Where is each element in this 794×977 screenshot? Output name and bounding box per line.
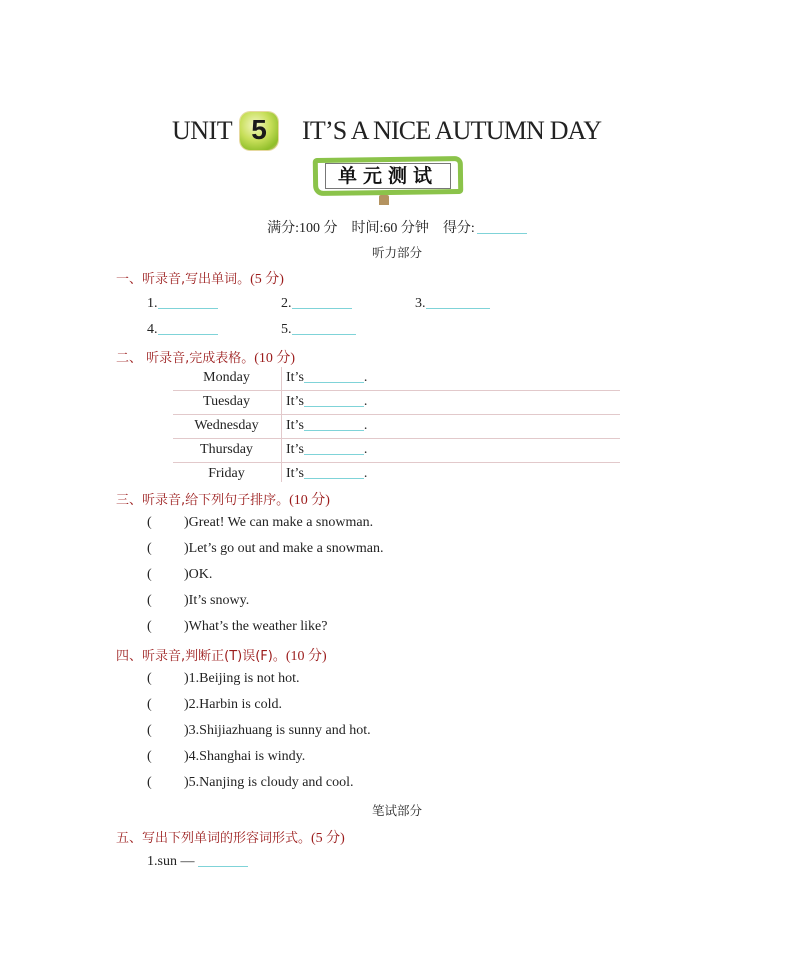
statement-text: )1.Beijing is not hot. bbox=[184, 671, 300, 686]
blank-item-1 bbox=[147, 296, 218, 312]
answer-blank[interactable] bbox=[426, 308, 490, 309]
unit-number-badge bbox=[240, 112, 278, 150]
section1-points: (5 分) bbox=[250, 272, 284, 287]
blank-item-label: 1. bbox=[147, 296, 158, 311]
sentence-text: )Great! We can make a snowman. bbox=[184, 515, 374, 530]
ordering-item[interactable] bbox=[147, 541, 383, 557]
answer-cell bbox=[286, 370, 367, 386]
unit-title: IT’S A NICE AUTUMN DAY bbox=[302, 116, 602, 145]
sentence-text: )Let’s go out and make a snowman. bbox=[184, 541, 384, 556]
answer-blank[interactable] bbox=[304, 454, 364, 455]
table-row bbox=[173, 439, 620, 463]
section4-points: (10 分) bbox=[285, 649, 327, 664]
statement-text: )2.Harbin is cold. bbox=[184, 697, 282, 712]
statement-text: )5.Nanjing is cloudy and cool. bbox=[184, 775, 354, 790]
section5-heading bbox=[116, 827, 345, 847]
answer-prefix: It’s bbox=[286, 394, 304, 409]
section3-heading bbox=[116, 489, 330, 509]
section4-heading bbox=[116, 645, 327, 665]
table-row bbox=[173, 367, 620, 391]
answer-paren: ( bbox=[147, 671, 152, 686]
answer-blank[interactable] bbox=[292, 308, 352, 309]
ordering-item[interactable] bbox=[147, 515, 373, 531]
full-score: 满分:100 分 bbox=[267, 221, 338, 236]
answer-paren: ( bbox=[147, 593, 152, 608]
banner-sign bbox=[325, 163, 451, 189]
table-row bbox=[173, 415, 620, 439]
section2-points: (10 分) bbox=[254, 351, 296, 366]
section5-heading-text: 五、写出下列单词的形容词形式。 bbox=[116, 831, 312, 846]
unit-title-bar bbox=[0, 112, 794, 152]
answer-blank[interactable] bbox=[304, 430, 364, 431]
ordering-item[interactable] bbox=[147, 567, 212, 583]
answer-blank[interactable] bbox=[158, 308, 218, 309]
section1-heading-text: 一、听录音,写出单词。 bbox=[116, 272, 251, 287]
day-cell: Monday bbox=[203, 370, 250, 385]
section3-heading-text: 三、听录音,给下列句子排序。 bbox=[116, 493, 290, 508]
section2-heading-text: 二、 听录音,完成表格。 bbox=[116, 351, 255, 366]
answer-prefix: It’s bbox=[286, 418, 304, 433]
day-cell: Thursday bbox=[200, 442, 253, 457]
sentence-text: )What’s the weather like? bbox=[184, 619, 328, 634]
blank-item-4 bbox=[147, 322, 218, 338]
answer-paren: ( bbox=[147, 515, 152, 530]
answer-blank[interactable] bbox=[304, 406, 364, 407]
table-row bbox=[173, 463, 620, 486]
section1-heading bbox=[116, 268, 284, 288]
table-row bbox=[173, 391, 620, 415]
adjective-item bbox=[147, 854, 248, 870]
blank-item-label: 2. bbox=[281, 296, 292, 311]
unit-label: UNIT bbox=[172, 116, 233, 145]
statement-text: )4.Shanghai is windy. bbox=[184, 749, 306, 764]
writing-part-title: 笔试部分 bbox=[371, 803, 422, 818]
ordering-item[interactable] bbox=[147, 593, 249, 609]
answer-prefix: It’s bbox=[286, 442, 304, 457]
unit-test-banner bbox=[305, 153, 465, 203]
answer-blank[interactable] bbox=[292, 334, 356, 335]
answer-paren: ( bbox=[147, 567, 152, 582]
answer-blank[interactable] bbox=[198, 866, 248, 867]
answer-paren: ( bbox=[147, 541, 152, 556]
answer-suffix: . bbox=[363, 418, 368, 433]
sentence-text: )OK. bbox=[184, 567, 213, 582]
answer-blank[interactable] bbox=[158, 334, 218, 335]
answer-prefix: It’s bbox=[286, 370, 304, 385]
day-cell: Wednesday bbox=[194, 418, 259, 433]
weather-table bbox=[173, 367, 620, 486]
answer-prefix: It’s bbox=[286, 466, 304, 481]
blank-item-2 bbox=[281, 296, 352, 312]
listening-part-title: 听力部分 bbox=[371, 245, 422, 260]
word-prompt: 1.sun — bbox=[147, 854, 195, 869]
blank-item-label: 5. bbox=[281, 322, 292, 337]
true-false-item[interactable] bbox=[147, 775, 354, 791]
section4-heading-text: 四、听录音,判断正(T)误(F)。 bbox=[116, 649, 286, 664]
blank-item-label: 4. bbox=[147, 322, 158, 337]
answer-blank[interactable] bbox=[304, 478, 364, 479]
true-false-item[interactable] bbox=[147, 723, 371, 739]
score-blank[interactable] bbox=[477, 233, 527, 234]
answer-paren: ( bbox=[147, 723, 152, 738]
time-limit: 时间:60 分钟 bbox=[351, 221, 429, 236]
sentence-text: )It’s snowy. bbox=[184, 593, 250, 608]
section5-points: (5 分) bbox=[311, 831, 345, 846]
blank-item-5 bbox=[281, 322, 356, 338]
section3-points: (10 分) bbox=[289, 493, 330, 508]
answer-cell bbox=[286, 418, 367, 434]
blank-item-label: 3. bbox=[415, 296, 426, 311]
ordering-item[interactable] bbox=[147, 619, 327, 635]
blank-item-3 bbox=[415, 296, 490, 312]
section2-heading bbox=[116, 347, 295, 367]
answer-suffix: . bbox=[363, 466, 368, 481]
score-info bbox=[0, 217, 794, 237]
answer-suffix: . bbox=[363, 442, 368, 457]
answer-paren: ( bbox=[147, 697, 152, 712]
true-false-item[interactable] bbox=[147, 671, 300, 687]
banner-text: 单元测试 bbox=[337, 165, 438, 187]
answer-suffix: . bbox=[363, 394, 368, 409]
answer-cell bbox=[286, 466, 367, 482]
answer-blank[interactable] bbox=[304, 382, 364, 383]
statement-text: )3.Shijiazhuang is sunny and hot. bbox=[184, 723, 371, 738]
day-cell: Friday bbox=[208, 466, 245, 481]
unit-number: 5 bbox=[251, 114, 267, 145]
answer-cell bbox=[286, 442, 367, 458]
score-label: 得分: bbox=[442, 221, 475, 236]
answer-paren: ( bbox=[147, 749, 152, 764]
sign-post-icon bbox=[379, 195, 389, 205]
answer-paren: ( bbox=[147, 775, 152, 790]
true-false-item[interactable] bbox=[147, 697, 282, 713]
day-cell: Tuesday bbox=[203, 394, 250, 409]
answer-suffix: . bbox=[363, 370, 368, 385]
true-false-item[interactable] bbox=[147, 749, 305, 765]
answer-cell bbox=[286, 394, 367, 410]
answer-paren: ( bbox=[147, 619, 152, 634]
